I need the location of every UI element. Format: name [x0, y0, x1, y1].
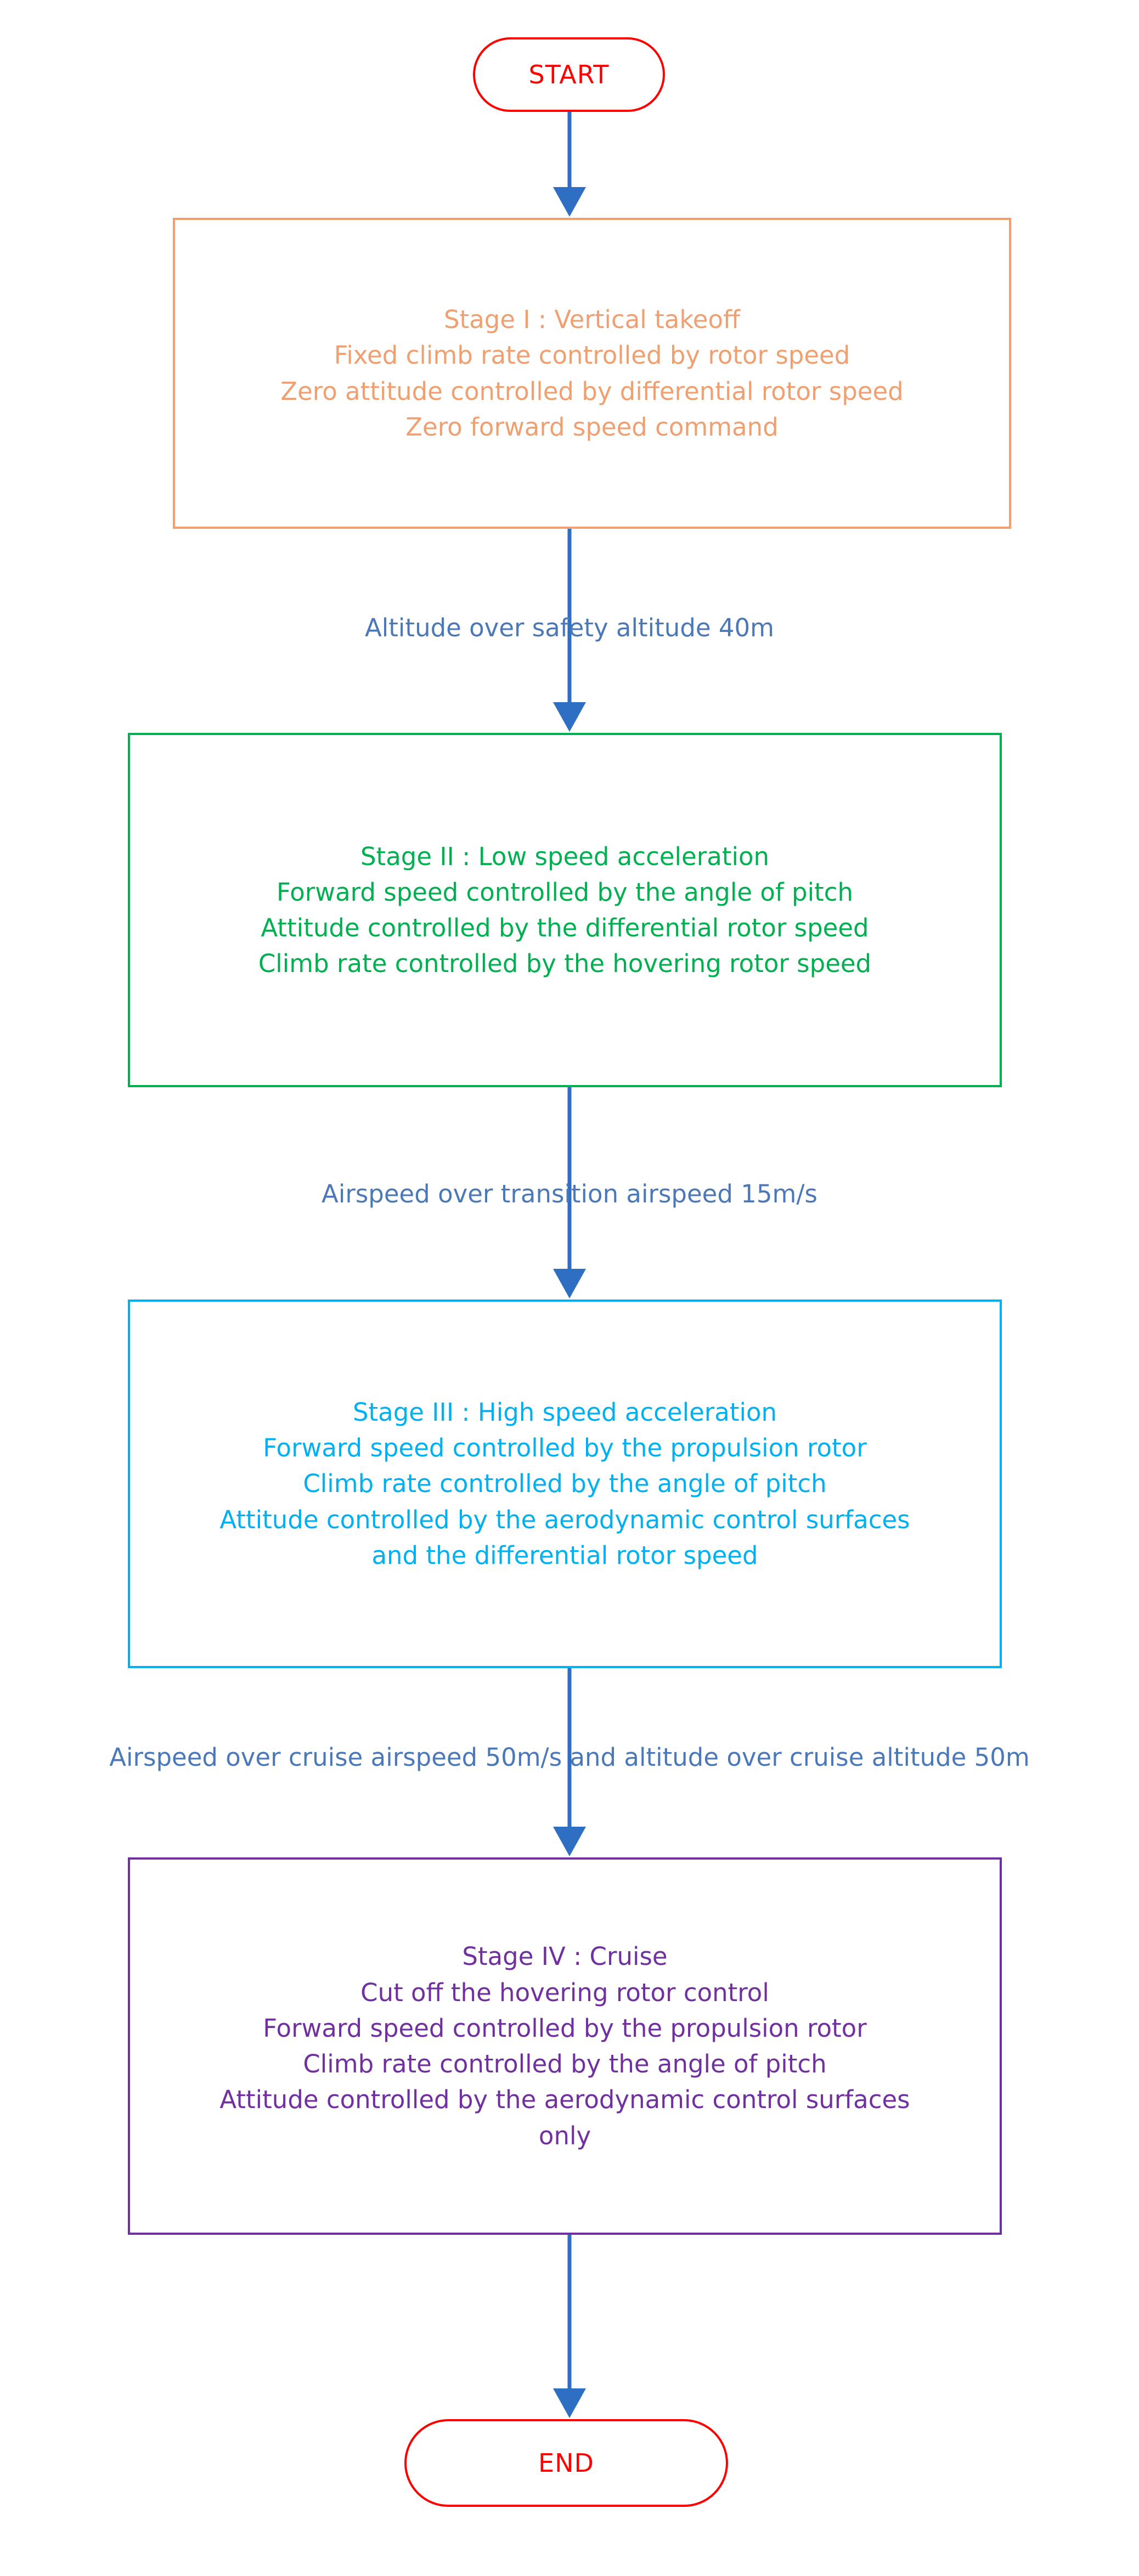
stage-1-line-1: Stage I : Vertical takeoff — [443, 305, 741, 334]
end-node — [404, 2419, 728, 2507]
arrowhead-1 — [553, 187, 586, 217]
stage-4-line-5: Attitude controlled by the aerodynamic control surfaces — [219, 2085, 910, 2115]
stage-3-line-2: Forward speed controlled by the propulsion rotor — [263, 1433, 867, 1463]
stage-4-line-2: Cut off the hovering rotor control — [360, 1978, 769, 2007]
arrowhead-3 — [553, 1269, 586, 1298]
stage-4-line-6: only — [538, 2121, 591, 2150]
stage-3-line-5: and the differential rotor speed — [371, 1540, 758, 1570]
stage-2-line-3: Attitude controlled by the differential rotor speed — [261, 913, 869, 942]
arrowhead-2 — [553, 702, 586, 732]
transition-label-1: Altitude over safety altitude 40m — [365, 613, 774, 642]
stage-2-line-1: Stage II : Low speed acceleration — [360, 841, 770, 871]
stage-4-line-1: Stage IV : Cruise — [462, 1942, 668, 1971]
stage-2-line-4: Climb rate controlled by the hovering rotor speed — [258, 949, 872, 979]
stage-1-line-2: Fixed climb rate controlled by rotor speed — [334, 341, 850, 370]
start-label: START — [528, 60, 610, 89]
stage-1-line-4: Zero forward speed command — [405, 412, 779, 442]
stage-2-line-2: Forward speed controlled by the angle of pitch — [276, 877, 854, 907]
start-node — [473, 37, 665, 112]
stage-4-box — [128, 1857, 1002, 2235]
transition-label-2: Airspeed over transition airspeed 15m/s — [322, 1179, 817, 1208]
arrowhead-4 — [553, 1827, 586, 1856]
stage-3-line-3: Climb rate controlled by the angle of pitch — [303, 1469, 827, 1499]
stage-1-line-3: Zero attitude controlled by differential rotor speed — [280, 376, 904, 406]
stage-4-line-4: Climb rate controlled by the angle of pitch — [303, 2049, 827, 2078]
stage-3-box — [128, 1300, 1002, 1668]
stage-1-box — [173, 218, 1011, 529]
stage-3-line-4: Attitude controlled by the aerodynamic control surfaces — [219, 1505, 910, 1534]
end-label: END — [538, 2448, 594, 2478]
arrowhead-5 — [553, 2388, 586, 2418]
stage-3-line-1: Stage III : High speed acceleration — [352, 1397, 777, 1427]
transition-label-3: Airspeed over cruise airspeed 50m/s and altitude over cruise altitude 50m — [109, 1743, 1030, 1772]
stage-2-box — [128, 733, 1002, 1087]
stage-4-line-3: Forward speed controlled by the propulsion rotor — [263, 2013, 867, 2043]
